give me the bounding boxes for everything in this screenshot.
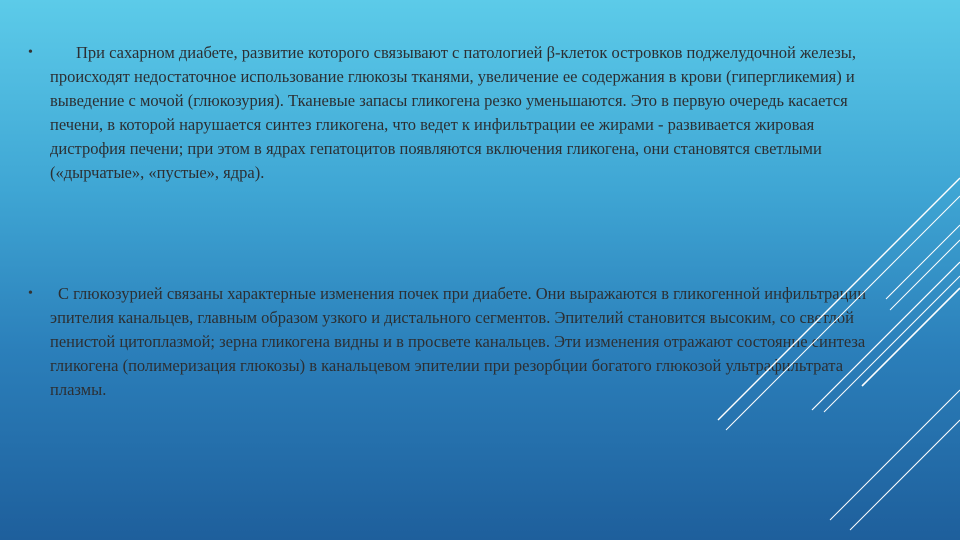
bullet-text-liver: При сахарном диабете, развитие которого связывают с патологией β-клеток островков поджелудочной железы, происходят недостаточное использование глюкозы тканями, увеличение ее содержания в крови (гипергликемия) и выведение с мочой (глюкозурия). Тканевые запасы гликогена резко уменьшаются. Это в первую очередь касается печени, в которой нарушается синтез гликогена, что ведет к инфильтрации ее жирами - развивается жировая дистрофия печени; при этом в ядрах гепатоцитов появляются включения гликогена, они становятся светлыми («дырчатые», «пустые», ядра).	[50, 43, 856, 183]
bullet-marker: •	[28, 45, 33, 60]
bullet-marker: •	[28, 286, 33, 301]
decor-line	[726, 196, 960, 430]
decor-line	[824, 276, 960, 412]
decor-line	[886, 225, 960, 299]
decor-line	[862, 288, 960, 386]
bullet-text-kidney: С глюкозурией связаны характерные изменения почек при диабете. Они выражаются в гликогенной инфильтрации эпителия канальцев, главным образом узкого и дистального сегментов. Эпителий становится высоким, со светлой пенистой цитоплазмой; зерна гликогена видны и в просвете канальцев. Эти изменения отражают состояние синтеза гликогена (полимеризация глюкозы) в канальцевом эпителии при резорбции богатого глюкозой ультрафильтрата плазмы.	[50, 284, 867, 400]
decor-line	[830, 390, 960, 520]
decor-line	[850, 420, 960, 530]
decor-line	[812, 262, 960, 410]
